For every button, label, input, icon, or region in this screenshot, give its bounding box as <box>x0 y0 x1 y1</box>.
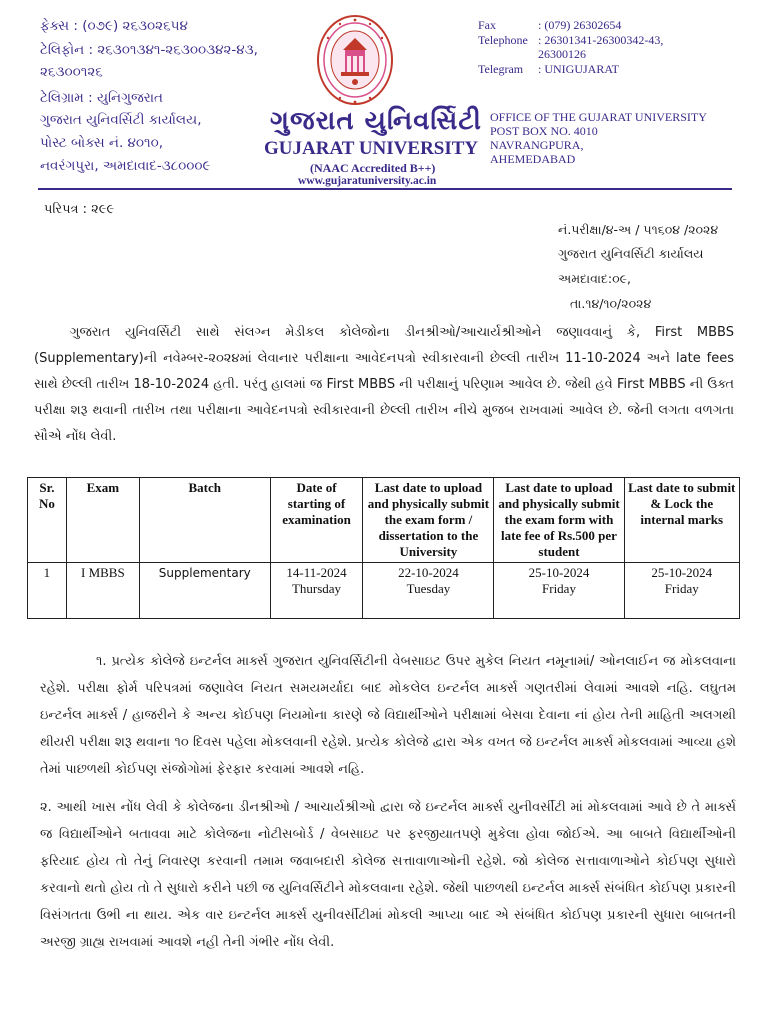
office-address-line-3: NAVRANGPURA, <box>490 138 584 152</box>
header-internal-marks: Last date to submit & Lock the internal marks <box>624 478 739 563</box>
reference-city: અમદાવાદ:૦૯, <box>558 271 632 286</box>
header-sr-no: Sr. No <box>28 478 67 563</box>
office-line-guj: ગુજરાત યુનિવર્સિટી કાર્યાલય, <box>40 112 202 128</box>
cell-sr-no: 1 <box>28 563 67 619</box>
reference-office: ગુજરાત યુનિવર્સિટી કાર્યાલય <box>558 246 704 261</box>
intro-paragraph: ગુજરાત યુનિવર્સિટી સાથે સંલગ્ન મેડીકલ કોલેજોના ડીનશ્રીઓ/આચાર્યશ્રીઓને જણાવવાનું કે, First MBBS (Supplementary)ની નવેમ્બર-૨૦૨૪માં લેવાનાર પરીક્ષાના આવેદનપત્રો સ્વીકારવાની છેલ્લી તારીખ 11-10-2024 અને late fees સાથે છેલ્લી તારીખ 18-10-2024 હતી. પરંતુ હાલમાં જ First MBBS ની પરીક્ષાનું પરિણામ આવેલ છે. જેથી હવે First MBBS ની ઉક્ત પરીક્ષા શરૂ થવાની તારીખ તથા પરીક્ષાના આવેદનપત્રો સ્વીકારવાની છેલ્લી તારીખ નીચે મુજબ રાખવામાં આવેલ છે. જેની લગતા વળગતા સૌએ નોંધ લેવી. <box>34 325 734 444</box>
telegram-value: : UNIGUJARAT <box>538 62 619 76</box>
header-exam: Exam <box>66 478 139 563</box>
cell-batch: Supplementary <box>139 563 270 619</box>
university-seal <box>316 14 394 106</box>
table-header-row <box>28 478 740 563</box>
fax-value: : (079) 26302654 <box>538 18 622 32</box>
university-name-english: GUJARAT UNIVERSITY <box>264 138 479 159</box>
cell-start-date: 14-11-2024 Thursday <box>270 563 363 619</box>
office-address-line-4: AHEMEDABAD <box>490 152 576 166</box>
office-address-line-2: POST BOX NO. 4010 <box>490 124 598 138</box>
university-seal-icon <box>316 14 394 106</box>
postbox-line-guj: પોસ્ટ બોક્સ નં. ૪૦૧૦, <box>40 135 164 151</box>
letterhead-divider <box>38 188 732 190</box>
instruction-point-1: ૧. પ્રત્યેક કોલેજે ઇન્ટર્નલ માર્ક્સ ગુજરાત યુનિવર્સિટીની વેબસાઇટ ઉપર મુકેલ નિયત નમૂનામાં/ ઓનલાઈન જ મોકલવાના રહેશે. પરીક્ષા ફોર્મ પરિપત્રમાં જણાવેલ નિયત સમયમર્યાદા બાદ મોકલેલ ઇન્ટર્નલ માર્ક્સ ગણતરીમાં લેવામાં આવશે નહિ. લઘુતમ ઇન્ટર્નલ માર્ક્સ / હાજરીને કે અન્ય કોઈપણ નિયમોના કારણે જે વિદ્યાર્થીઓને પરીક્ષામાં બેસવા દેવાના નાં હોય તેની માહિતી અલગથી થીયરી પરીક્ષા શરૂ થવાના ૧૦ દિવસ પહેલા મોકલવાની રહેશે. પ્રત્યેક કોલેજે દ્વારા એક વખત જે ઇન્ટર્નલ માર્ક્સ મોકલવામાં આવ્યા હશે તેમાં પાછળથી કોઈપણ સંજોગોમાં ફેરફાર કરવામાં આવશે નહિ. <box>40 654 736 777</box>
office-address-line-1: OFFICE OF THE GUJARAT UNIVERSITY <box>490 110 707 124</box>
header-last-date-upload: Last date to upload and physically submit the exam form / dissertation to the University <box>363 478 494 563</box>
header-batch: Batch <box>139 478 270 563</box>
telegram-line-guj: ટેલિગ્રામ : યુનિગુજરાત <box>40 90 163 106</box>
cell-internal-marks: 25-10-2024 Friday <box>624 563 739 619</box>
header-start-date: Date of starting of examination <box>270 478 363 563</box>
instruction-point-2: ૨. આથી ખાસ નોંધ લેવી કે કોલેજના ડીનશ્રીઓ / આચાર્યશ્રીઓ દ્વારા જે ઇન્ટર્નલ માર્ક્સ યુનીવર્સીટી માં મોકલવામાં આવે છે તે માર્ક્સ જ વિદ્યાર્થીઓને બતાવવા માટે કોલેજના નોટીસબોર્ડ / વેબસાઇટ પર ફરજીયાતપણે મુકેલા હોવા જોઈએ. આ બાબતે વિદ્યાર્થીઓની ફરિયાદ હોય તો તેનું નિવારણ કરવાની તમામ જવાબદારી કોલેજ સત્તાવાળાઓની રહેશે. જો કોલેજ સત્તાવાળાઓને કોઈપણ સુધારો કરવાનો થતો હોય તો તે સુધારો કરીને પછી જ યુનિવર્સિટીને મોકલવાના રહેશે. જેથી પાછળથી ઇન્ટર્નલ માર્ક્સ સંબંધિત કોઈપણ પ્રકારની વિસંગતતા ઉભી ના થાય. એક વાર ઇન્ટર્નલ માર્ક્સ યુનીવર્સીટીમાં મોકલી આપ્યા બાદ એ સંબંધિત કોઈપણ પ્રકારની સુધારા બાબતની અરજી ગ્રાહ્ય રાખવામાં આવશે નહી તેની ગંભીર નોંધ લેવી. <box>40 800 736 950</box>
reference-number: નં.પરીક્ષા/૪-અ / ૫૧૬૦૪ /૨૦૨૪ <box>558 222 719 237</box>
telephone-line-guj: ટેલિફોન : ૨૬૩૦૧૩૪૧-૨૬૩૦૦૩૪૨-૪૩, <box>40 42 258 58</box>
telephone-line2-guj: ૨૬૩૦૦૧૨૬ <box>40 64 103 80</box>
university-name-gujarati: ગુજરાત યુનિવર્સિટી <box>270 106 482 136</box>
cell-last-date-late-fee: 25-10-2024 Friday <box>494 563 624 619</box>
telegram-label: Telegram <box>478 62 524 76</box>
reference-date: તા.૧૪/૧૦/૨૦૨૪ <box>570 296 652 311</box>
telephone-value-2: 26300126 <box>538 47 586 61</box>
fax-label: Fax <box>478 18 496 32</box>
table-row <box>28 563 740 619</box>
telephone-value: : 26301341-26300342-43, <box>538 33 664 47</box>
header-last-date-late-fee: Last date to upload and physically submit the exam form with late fee of Rs.500 per student <box>494 478 624 563</box>
fax-line-guj: ફેક્સ : (૦૭૯) ૨૬૩૦૨૬૫૪ <box>40 18 188 34</box>
exam-schedule-table <box>27 477 740 619</box>
cell-exam: I MBBS <box>66 563 139 619</box>
address-line-guj: નવરંગપુરા, અમદાવાદ-૩૮૦૦૦૯ <box>40 158 211 174</box>
circular-number: પરિપત્ર : ૨૯૯ <box>44 202 115 217</box>
naac-accreditation: (NAAC Accredited B++) <box>310 161 436 175</box>
cell-last-date-upload: 22-10-2024 Tuesday <box>363 563 494 619</box>
website-url: www.gujaratuniversity.ac.in <box>298 175 437 187</box>
telephone-label: Telephone <box>478 33 528 47</box>
